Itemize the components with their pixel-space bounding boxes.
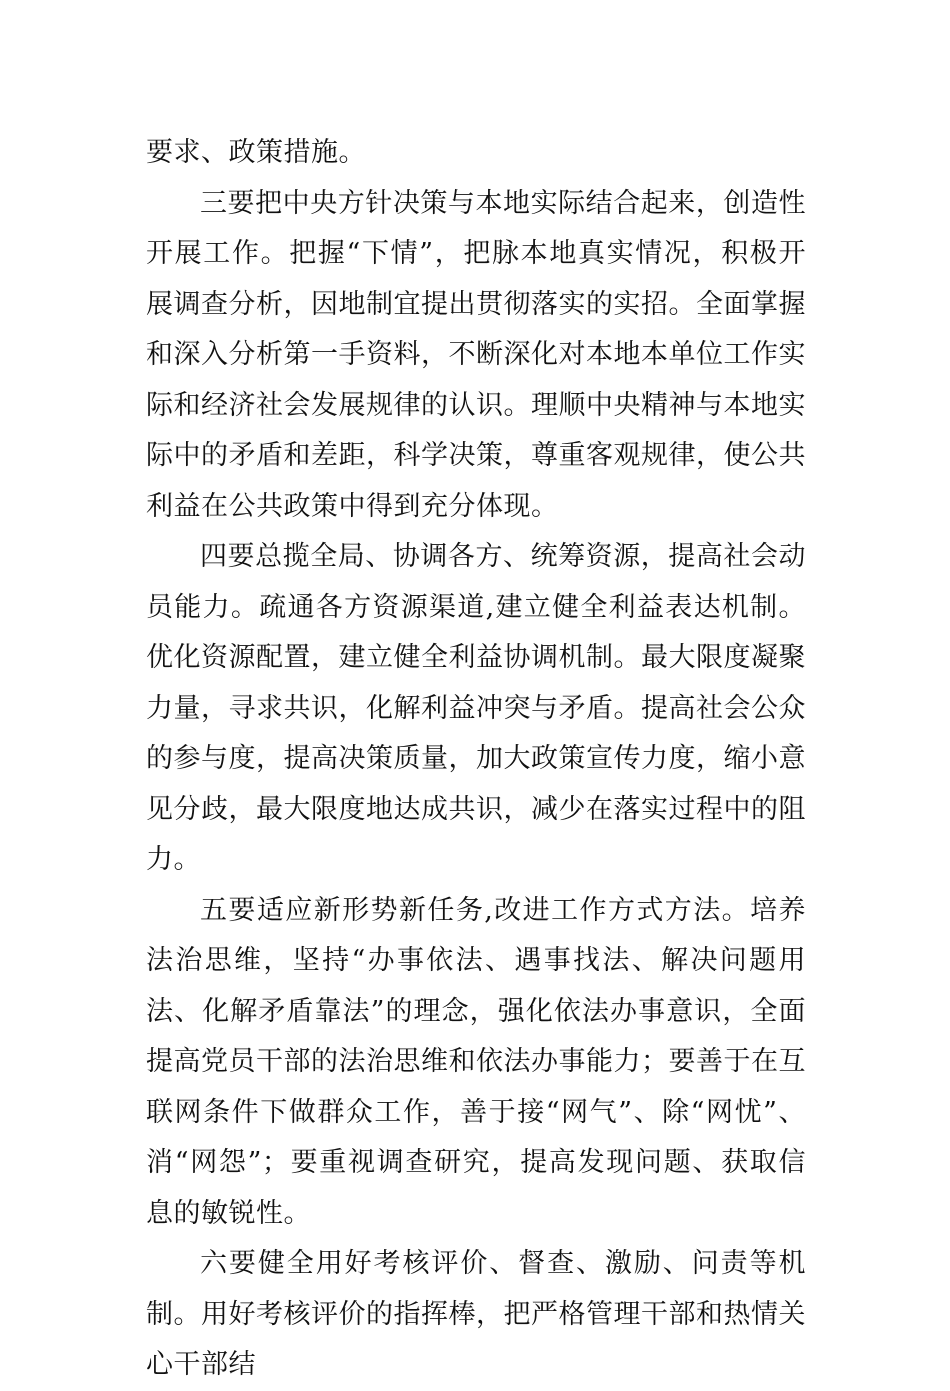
paragraph-continuation: 要求、政策措施。: [146, 137, 366, 168]
paragraph-point-five: 五要适应新形势新任务,改进工作方式方法。培养法治思维，坚持“办事依法、遇事找法、解决问题用法、化解矛盾靠法”的理念，强化依法办事意识，全面提高党员干部的法治思维和依法办事能力；要善于在互联网条件下做群众工作，善于接“网气”、除“网忧”、消“网怨”；要重视调查研究，提高发现问题、获取信息的敏锐性。: [146, 894, 806, 1229]
document-body: [146, 128, 806, 1391]
paragraph-point-six: 六要健全用好考核评价、督查、激励、问责等机制。用好考核评价的指挥棒，把严格管理干部和热情关心干部结: [146, 1248, 806, 1380]
paragraph-point-three: 三要把中央方针决策与本地实际结合起来，创造性开展工作。把握“下情”，把脉本地真实情况，积极开展调查分析，因地制宜提出贯彻落实的实招。全面掌握和深入分析第一手资料，不断深化对本地本单位工作实际和经济社会发展规律的认识。理顺中央精神与本地实际中的矛盾和差距，科学决策，尊重客观规律，使公共利益在公共政策中得到充分体现。: [146, 187, 806, 522]
paragraph-point-four: 四要总揽全局、协调各方、统筹资源，提高社会动员能力。疏通各方资源渠道,建立健全利益表达机制。优化资源配置，建立健全利益协调机制。最大限度凝聚力量，寻求共识，化解利益冲突与矛盾。提高社会公众的参与度，提高决策质量，加大政策宣传力度，缩小意见分歧，最大限度地达成共识，减少在落实过程中的阻力。: [146, 541, 806, 875]
